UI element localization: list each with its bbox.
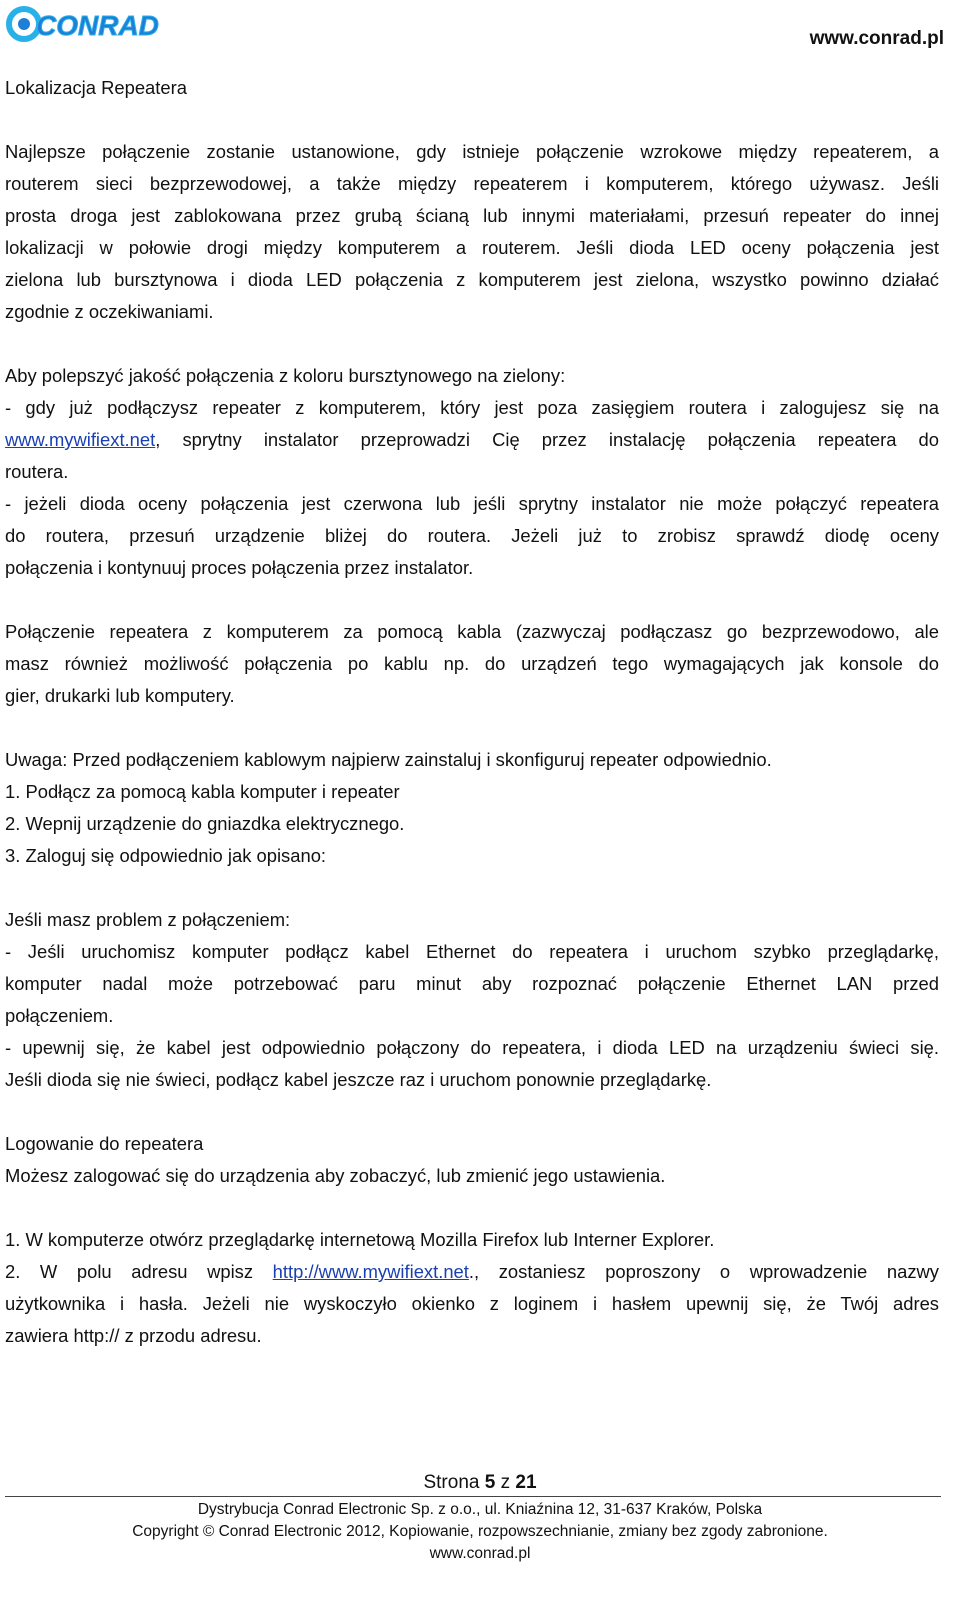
text-line: użytkownika i hasła. Jeżeli nie wyskoczyło okienko z loginem i hasłem upewnij się, że Twój adres xyxy=(5,1293,939,1314)
footer-distribution: Dystrybucja Conrad Electronic Sp. z o.o., ul. Kniaźnina 12, 31-637 Kraków, Polska xyxy=(197,1501,763,1518)
text-line: routerem sieci bezprzewodowej, a także między repeaterem i komputerem, którego używasz. Jeśli xyxy=(5,173,939,194)
text-line: połączenia i kontynuuj proces połączenia przez instalator. xyxy=(5,557,474,578)
footer-info xyxy=(0,1499,960,1565)
paragraph-login-steps xyxy=(5,1224,939,1352)
text-line: połączeniem. xyxy=(5,1005,114,1026)
paragraph-login xyxy=(5,1128,939,1192)
text-line: Połączenie repeatera z komputerem za pomocą kabla (zazwyczaj podłączasz go bezprzewodowo, ale xyxy=(5,621,939,642)
site-url: www.conrad.pl xyxy=(809,28,944,49)
text-line: Aby polepszyć jakość połączenia z koloru bursztynowego na zielony: xyxy=(5,365,566,386)
text-line: komputer nadal może potrzebować paru minut aby rozpoznać połączenie Ethernet LAN przed xyxy=(5,973,939,994)
page-header xyxy=(0,0,960,60)
page-current: 5 xyxy=(484,1472,496,1493)
text-line: routera. xyxy=(5,461,69,482)
text-fragment: , sprytny instalator przeprowadzi Cię przez instalację połączenia repeatera do xyxy=(155,429,939,450)
footer-divider xyxy=(5,1496,941,1497)
text-line: prosta droga jest zablokowana przez grubą ścianą lub innymi materiałami, przesuń repeater do innej xyxy=(5,205,939,226)
text-fragment: 2. W polu adresu wpisz xyxy=(5,1261,273,1282)
mywifiext-url-link[interactable]: http://www.mywifiext.net xyxy=(272,1261,469,1282)
text-line: Jeśli masz problem z połączeniem: xyxy=(5,909,291,930)
section-title-login: Logowanie do repeatera xyxy=(5,1133,204,1154)
list-item: 3. Zaloguj się odpowiednio jak opisano: xyxy=(5,845,327,866)
text-line: Jeśli dioda się nie świeci, podłącz kabel jeszcze raz i uruchom ponownie przeglądarkę. xyxy=(5,1069,712,1090)
page-footer xyxy=(0,1468,960,1498)
text-line: masz również możliwość połączenia po kablu np. do urządzeń tego wymagających jak konsole do xyxy=(5,653,939,674)
list-item: 1. Podłącz za pomocą kabla komputer i repeater xyxy=(5,781,400,802)
text-line xyxy=(5,424,939,456)
text-line: Najlepsze połączenie zostanie ustanowione, gdy istnieje połączenie wzrokowe między repeaterem, a xyxy=(5,141,939,162)
text-line: zawiera http:// z przodu adresu. xyxy=(5,1325,262,1346)
text-line: do routera, przesuń urządzenie bliżej do routera. Jeżeli już to zrobisz sprawdź diodę oceny xyxy=(5,525,939,546)
list-item xyxy=(5,1256,939,1288)
text-fragment: ., zostaniesz poproszony o wprowadzenie nazwy xyxy=(468,1261,939,1282)
conrad-logo xyxy=(6,2,162,44)
text-line: zielona lub bursztynowa i dioda LED połączenia z komputerem jest zielona, wszystko powinno działać xyxy=(5,269,939,290)
page-label: Strona xyxy=(423,1472,480,1493)
page-of: z xyxy=(500,1472,511,1493)
logo-text: CONRAD xyxy=(36,10,159,41)
page-total: 21 xyxy=(515,1472,537,1493)
text-line: zgodnie z oczekiwaniami. xyxy=(5,301,214,322)
paragraph-placement xyxy=(5,136,939,328)
paragraph-cable-connection xyxy=(5,616,939,712)
text-line: - upewnij się, że kabel jest odpowiednio połączony do repeatera, i dioda LED na urządzeniu świeci się. xyxy=(5,1037,939,1058)
paragraph-improve-connection xyxy=(5,360,939,584)
text-line: - gdy już podłączysz repeater z komputerem, który jest poza zasięgiem routera i zalogujesz się na xyxy=(5,397,939,418)
footer-url: www.conrad.pl xyxy=(429,1545,531,1562)
paragraph-troubleshooting xyxy=(5,904,939,1096)
text-line: Możesz zalogować się do urządzenia aby zobaczyć, lub zmienić jego ustawienia. xyxy=(5,1165,666,1186)
page-number xyxy=(0,1468,960,1498)
text-line: - Jeśli uruchomisz komputer podłącz kabel Ethernet do repeatera i uruchom szybko przeglądarkę, xyxy=(5,941,939,962)
list-item: 2. Wepnij urządzenie do gniazdka elektrycznego. xyxy=(5,813,405,834)
footer-copyright: Copyright © Conrad Electronic 2012, Kopiowanie, rozpowszechnianie, zmiany bez zgody zabronione. xyxy=(132,1523,828,1540)
document-body xyxy=(5,72,939,1352)
text-line: Uwaga: Przed podłączeniem kablowym najpierw zainstaluj i skonfiguruj repeater odpowiednio. xyxy=(5,749,772,770)
text-line: gier, drukarki lub komputery. xyxy=(5,685,235,706)
section-title-location: Lokalizacja Repeatera xyxy=(5,77,187,98)
mywifiext-link[interactable]: www.mywifiext.net xyxy=(5,429,156,450)
paragraph-note-steps xyxy=(5,744,939,872)
text-line: - jeżeli dioda oceny połączenia jest czerwona lub jeśli sprytny instalator nie może połączyć repeatera xyxy=(5,493,939,514)
text-line: lokalizacji w połowie drogi między komputerem a routerem. Jeśli dioda LED oceny połączenia jest xyxy=(5,237,939,258)
list-item: 1. W komputerze otwórz przeglądarkę internetową Mozilla Firefox lub Interner Explorer. xyxy=(5,1229,715,1250)
